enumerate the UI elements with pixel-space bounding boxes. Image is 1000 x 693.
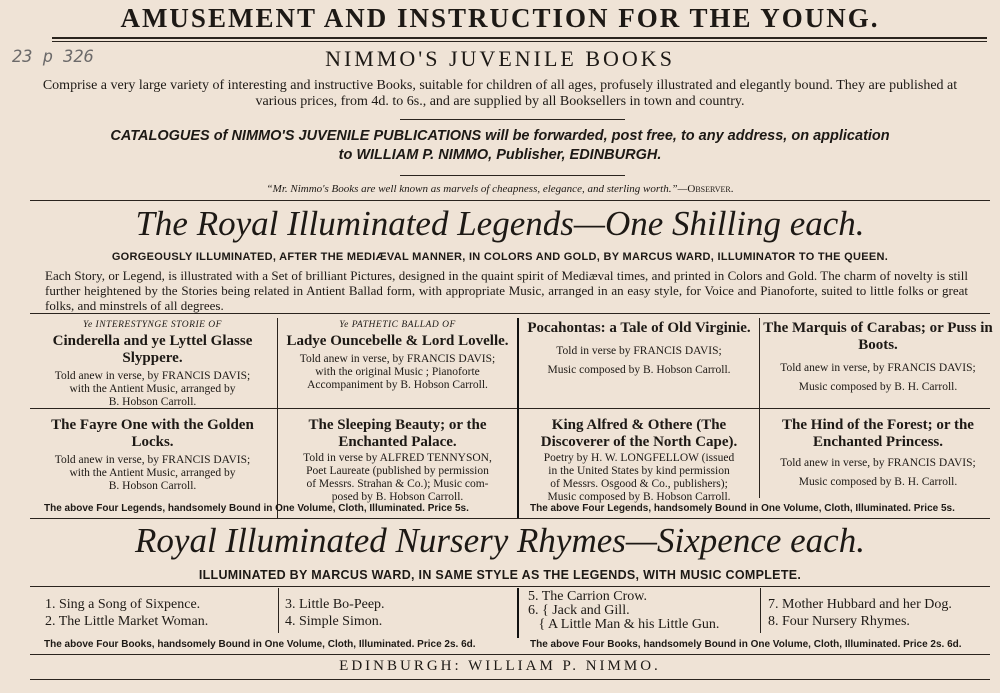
legend-title: Cinderella and ye Lyttel Glasse Slyppere. [52, 333, 253, 366]
juvenile-books-heading: NIMMO'S JUVENILE BOOKS [325, 46, 675, 71]
rhymes-volume-note-right: The above Four Books, handsomely Bound in One Volume, Cloth, Illuminated. Price 2s. 6d. [530, 639, 962, 650]
legends-col-divider-1 [277, 318, 278, 518]
legend-credit-line: Music composed by B. Hobson Carroll. [547, 364, 731, 376]
legend-credit-line: Music composed by B. Hobson Carroll. [547, 491, 731, 503]
legend-title: The Fayre One with the Golden Locks. [51, 417, 254, 450]
rule-bottom [30, 679, 990, 680]
rhyme-item: 7. Mother Hubbard and her Dog. [768, 597, 952, 612]
legend-title: The Sleeping Beauty; or the Enchanted Palace. [308, 417, 487, 450]
legends-subtitle: GORGEOUSLY ILLUMINATED, AFTER THE MEDIÆVAL MANNER, IN COLORS AND GOLD, BY MARCUS WARD, ILLUMINATOR TO THE QUEEN. [111, 251, 889, 263]
catalogue-line-1: CATALOGUES of NIMMO'S JUVENILE PUBLICATIONS will be forwarded, post free, to any address, on application [110, 128, 890, 144]
legend-credit-line: Poetry by H. W. LONGFELLOW (issued [543, 452, 735, 464]
legends-description: Each Story, or Legend, is illustrated with a Set of brilliant Pictures, designed in the quaint spirit of Mediæval times, and printed in Colors and Gold. The charm of novelty is still further heightened by the Stories being related in Antient Ballad form, with appropriate Music, arranged in an easy style, for Voice and Pianoforte, suited to little folks or great folks, and minstrels of all degrees. [45, 268, 968, 313]
legend-title: Ladye Ouncebelle & Lord Lovelle. [286, 333, 509, 349]
legend-title: The Marquis of Carabas; or Puss in Boots. [763, 320, 993, 353]
legend-credit-line: B. Hobson Carroll. [108, 480, 197, 492]
intro-paragraph: Comprise a very large variety of interesting and instructive Books, suitable for children of all ages, profusely illustrated and elegantly bound. They are published at various prices, from 4d. to 6s., and are supplied by all Booksellers in town and country. [42, 78, 958, 109]
rhyme-item: 4. Simple Simon. [285, 614, 383, 629]
legend-credit-line: Told in verse by ALFRED TENNYSON, [303, 452, 492, 464]
rhymes-subtitle: ILLUMINATED BY MARCUS WARD, IN SAME STYLE AS THE LEGENDS, WITH MUSIC COMPLETE. [198, 568, 802, 582]
legend-credit-line: Music composed by B. H. Carroll. [798, 476, 958, 488]
rhyme-item: 1. Sing a Song of Sixpence. [45, 597, 201, 612]
legends-title: The Royal Illuminated Legends—One Shilling each. [135, 204, 865, 243]
legend-pocahontas [520, 320, 758, 377]
legends-volume-note-left: The above Four Legends, handsomely Bound in One Volume, Cloth, Illuminated. Price 5s. [44, 503, 469, 514]
rhyme-item: 6. { Jack and Gill. [528, 603, 630, 618]
quote-text: “Mr. Nimmo's Books are well known as marvels of cheapness, elegance, and sterling worth.”— [266, 183, 688, 195]
catalogue-notice [20, 127, 980, 165]
publisher-imprint: EDINBURGH: WILLIAM P. NIMMO. [339, 658, 661, 674]
legend-credit-line: with the Antient Music, arranged by [69, 467, 236, 479]
handwritten-shelfmark: 23 p 326 [12, 47, 94, 67]
rhyme-item: 8. Four Nursery Rhymes. [768, 614, 910, 629]
rule-before-footer [30, 654, 990, 655]
legend-credit-line: Accompaniment by B. Hobson Carroll. [307, 379, 488, 391]
rhymes-volume-note-left: The above Four Books, handsomely Bound in One Volume, Cloth, Illuminated. Price 2s. 6d. [44, 639, 476, 650]
rule-before-legends [30, 200, 990, 201]
rhyme-item: 5. The Carrion Crow. [528, 589, 647, 604]
legends-col-divider-2 [517, 318, 519, 518]
main-title: AMUSEMENT AND INSTRUCTION FOR THE YOUNG. [120, 3, 880, 33]
legend-credit-line: of Messrs. Strahan & Co.); Music com- [306, 478, 489, 490]
legend-title: King Alfred & Othere (The Discoverer of the North Cape). [540, 417, 738, 450]
legend-title: The Hind of the Forest; or the Enchanted Princess. [782, 417, 974, 450]
rule-under-title-thin [52, 41, 987, 42]
short-rule-1 [400, 119, 625, 120]
legend-cinderella [30, 318, 275, 409]
rhymes-column-1 [45, 596, 275, 630]
quote-source: Observer. [687, 183, 734, 195]
rule-under-title [52, 37, 987, 39]
rhyme-item: 3. Little Bo-Peep. [285, 597, 385, 612]
legend-credit-line: Told anew in verse, by FRANCIS DAVIS; [299, 353, 496, 365]
rhyme-item: 2. The Little Market Woman. [45, 614, 209, 629]
legend-king-alfred [520, 417, 758, 504]
legend-credit-line: Told anew in verse, by FRANCIS DAVIS; [54, 370, 251, 382]
legends-row-divider [30, 408, 990, 409]
legend-credit-line: Told anew in verse, by FRANCIS DAVIS; [780, 457, 976, 469]
rhymes-column-2 [285, 596, 515, 630]
rhymes-col-divider-3 [760, 588, 761, 633]
rhymes-col-divider-2 [517, 588, 519, 638]
legend-credit-line: Poet Laureate (published by permission [306, 465, 489, 477]
legend-hind-of-forest [762, 417, 994, 489]
legend-credit-line: Music composed by B. H. Carroll. [798, 381, 958, 393]
legend-credit-line: in the United States by kind permission [548, 465, 730, 477]
rhymes-col-divider-1 [278, 588, 279, 633]
legends-volume-note-right: The above Four Legends, handsomely Bound in One Volume, Cloth, Illuminated. Price 5s. [530, 503, 955, 514]
rhymes-grid-top-rule [30, 586, 990, 587]
legends-col-divider-3 [759, 318, 760, 498]
legend-prefix: Ye PATHETIC BALLAD OF [339, 320, 456, 330]
legend-credit-line: Told in verse by FRANCIS DAVIS; [556, 345, 722, 357]
rhymes-column-3 [528, 590, 760, 632]
legend-title: Pocahontas: a Tale of Old Virginie. [527, 320, 751, 336]
rhymes-title: Royal Illuminated Nursery Rhymes—Sixpence each. [135, 521, 865, 560]
legend-credit-line: Told anew in verse, by FRANCIS DAVIS; [780, 362, 976, 374]
legend-ouncebelle [280, 318, 515, 392]
catalogue-line-2: to WILLIAM P. NIMMO, Publisher, EDINBURGH. [338, 147, 662, 163]
legend-credit-line: B. Hobson Carroll. [108, 396, 197, 408]
legend-credit-line: Told anew in verse, by FRANCIS DAVIS; [54, 454, 251, 466]
short-rule-2 [400, 175, 625, 176]
rhymes-column-4 [768, 596, 998, 630]
legend-credit-line: posed by B. Hobson Carroll. [331, 491, 464, 503]
legend-credit-line: of Messrs. Osgood & Co., publishers); [550, 478, 728, 490]
legend-marquis [762, 320, 994, 394]
legend-golden-locks [30, 417, 275, 493]
legends-grid-top-rule [30, 313, 990, 314]
rhyme-item: { A Little Man & his Little Gun. [528, 617, 720, 632]
legend-credit-line: with the original Music ; Pianoforte [315, 366, 480, 378]
rule-before-rhymes [30, 518, 990, 519]
legend-prefix: Ye INTERESTYNGE STORIE OF [83, 320, 222, 330]
press-quote [0, 183, 1000, 195]
legend-credit-line: with the Antient Music, arranged by [69, 383, 236, 395]
legend-sleeping-beauty [280, 417, 515, 504]
